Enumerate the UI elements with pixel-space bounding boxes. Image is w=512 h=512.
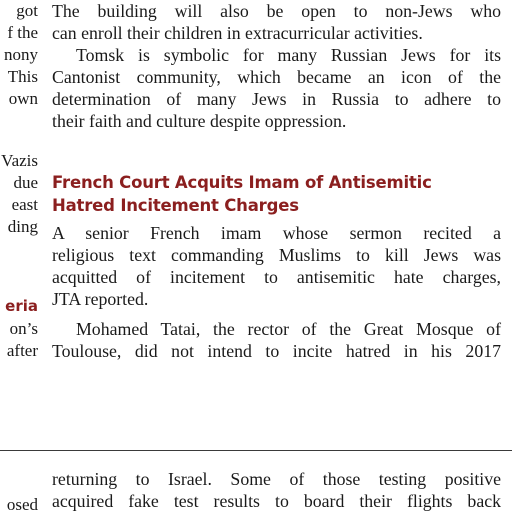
body-line: Tomsk is symbolic for many Russian Jews for its [76, 45, 501, 65]
left-column-fragments [0, 0, 38, 512]
left-fragment: after [6, 341, 38, 360]
body-line: A senior French imam whose sermon recited a [52, 223, 501, 243]
body-line: acquired fake test results to board their flights back [52, 491, 501, 511]
body-line: acquitted of incitement to antisemitic hate charges, [52, 267, 501, 287]
left-fragment: nony [4, 45, 38, 64]
left-fragment: f the [7, 23, 38, 42]
left-fragment: osed [6, 495, 38, 512]
body-line: JTA reported. [52, 289, 149, 309]
left-fragment: got [16, 1, 38, 20]
body-line: The building will also be open to non-Jews who [52, 1, 501, 21]
left-fragment: Vazis [1, 151, 38, 170]
left-headline-fragment: eria [5, 297, 38, 315]
body-line: religious text commanding Muslims to kill Jews was [52, 245, 501, 265]
left-fragment: own [8, 89, 38, 108]
body-line: Cantonist community, which became an icon of the [52, 67, 501, 87]
body-line: determination of many Jews in Russia to adhere to [52, 89, 501, 109]
body-line: Toulouse, did not intend to incite hatred in his 2017 [52, 341, 501, 361]
horizontal-divider [0, 450, 512, 451]
body-line: Mohamed Tatai, the rector of the Great Mosque of [76, 319, 501, 339]
left-fragment: east [11, 195, 38, 214]
right-column [52, 0, 501, 512]
left-fragment: on’s [9, 319, 38, 338]
article-headline: French Court Acquits Imam of Antisemitic [52, 173, 432, 192]
left-fragment: This [7, 67, 38, 86]
body-line: can enroll their children in extracurricular activities. [52, 23, 423, 43]
body-line: their faith and culture despite oppression. [52, 111, 347, 131]
left-fragment: ding [7, 217, 38, 236]
body-line: returning to Israel. Some of those testing positive [52, 469, 501, 489]
left-fragment: due [13, 173, 38, 192]
article-headline: Hatred Incitement Charges [52, 196, 299, 215]
